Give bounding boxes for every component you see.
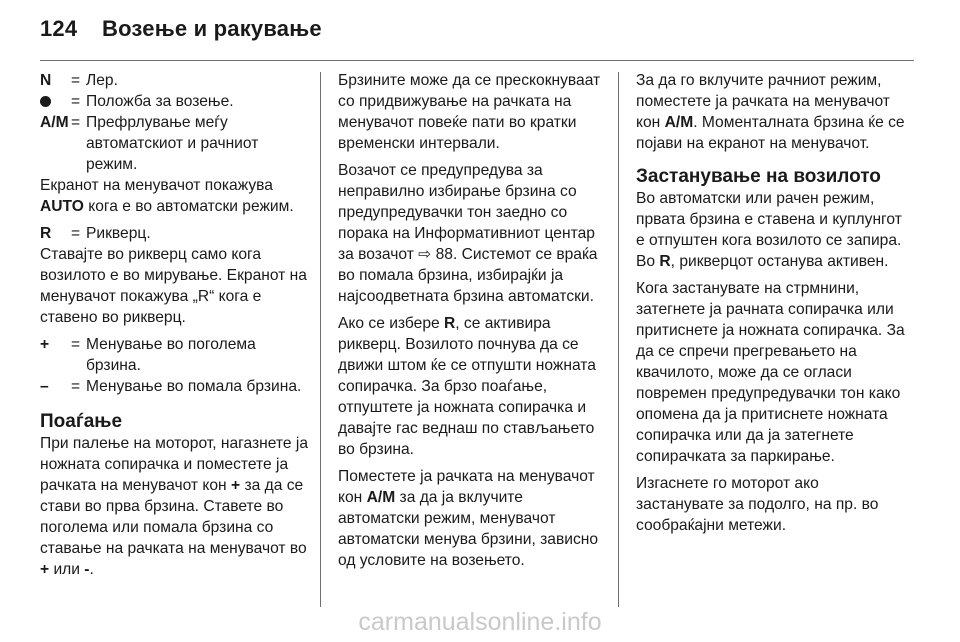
def-downshift: – = Менување во помала брзина. [40,376,310,397]
section-heading-starting: Поаѓање [40,411,123,432]
paragraph: Ако се избере R, се активира рикверц. Возилото почнува да се движи штом ќе се отпушти ножната сопирачка. За брзо поаѓање, отпуштете ја ножната сопирачка и давајте гас веднаш по стављањето во брзина. [338,315,596,458]
def-symbol: + [40,336,50,353]
am-note: Екранот на менувачот покажува AUTO кога е во автоматски режим. [40,177,294,215]
def-text: Менување во помала брзина. [86,378,302,395]
def-symbol: R [40,225,52,242]
section-heading-stopping: Застанување на возилото [636,166,881,187]
reverse-note: Ставајте во рикверц само кога возилото е во мирување. Екранот на менувачот покажува „R“ кога е ставено во рикверц. [40,246,307,326]
def-symbol: A/M [40,114,69,131]
def-neutral: N = Лер. [40,70,310,91]
paragraph: Поместете ја рачката на менувачот кон A/M за да ја вклучите автоматски режим, менувачот автоматски менува брзини, зависно од условите на возењето. [338,468,599,569]
column-divider-1 [320,72,321,607]
paragraph: Кога застанувате на стрмнини, затегнете ја рачната сопирачка или притиснете ја ножната сопирачка. За да се спречи прегревањето на квачилото, може да се огласи повремен предупредувачки тон како опомена да ја притиснете ножната сопирачка или да ја затегнете сопирачката за паркирање. [636,280,905,465]
page-title: Возење и ракување [102,16,322,41]
header-rule [40,60,914,61]
column-divider-2 [618,72,619,607]
page-ref[interactable]: 88 [435,246,453,263]
paragraph: Изгаснете го моторот ако застанувате за подолго, на пр. во сообраќајни метежи. [636,475,879,534]
def-text: Префрлување меѓу автоматскиот и рачниот режим. [86,114,259,173]
drive-dot-icon [40,96,51,107]
def-text: Менување во поголема брзина. [86,336,256,374]
def-text: Рикверц. [86,225,151,242]
column-2 [338,70,608,577]
def-symbol: – [40,378,49,395]
paragraph: Брзините може да се прескокнуваат со придвижување на рачката на менувачот повеќе пати во кратки временски интервали. [338,72,601,152]
column-1 [40,70,310,586]
page-number: 124 [40,16,78,41]
def-symbol: N [40,72,52,89]
paragraph: Возачот се предупредува за неправилно избирање брзина со предупредувачки тон заедно со порака на Информативниот центар за возачот ⇨ 88. Системот се враќа во помала брзина, избирајќи ја најсоодветната брзина автоматски. [338,162,598,305]
def-text: Положба за возење. [86,93,234,110]
def-drive: = Положба за возење. [40,91,310,112]
page-ref-arrow-icon: ⇨ [418,246,432,263]
def-reverse: R = Рикверц. [40,223,310,244]
page-header [40,16,322,42]
paragraph: Во автоматски или рачен режим, првата брзина е ставена и куплунгот е отпуштен кога возилото се запира. Во R, рикверцот останува активен. [636,190,902,270]
paragraph: За да го вклучите рачниот режим, поместете ја рачката на менувачот кон A/M. Моменталната брзина ќе се појави на екранот на менувачот. [636,72,905,152]
watermark: carmanualsonline.info [358,608,602,636]
column-3 [636,70,910,542]
def-am: A/M = Префрлување меѓу автоматскиот и рачниот режим. [40,112,310,175]
def-text: Лер. [86,72,118,89]
starting-paragraph: При палење на моторот, нагазнете ја ножната сопирачка и поместете ја рачката на менувачот кон + за да се стави во прва брзина. Ставете во поголема или помала брзина со ставање на рачката на менувачот во + или -. [40,435,309,578]
def-upshift: + = Менување во поголема брзина. [40,334,310,376]
